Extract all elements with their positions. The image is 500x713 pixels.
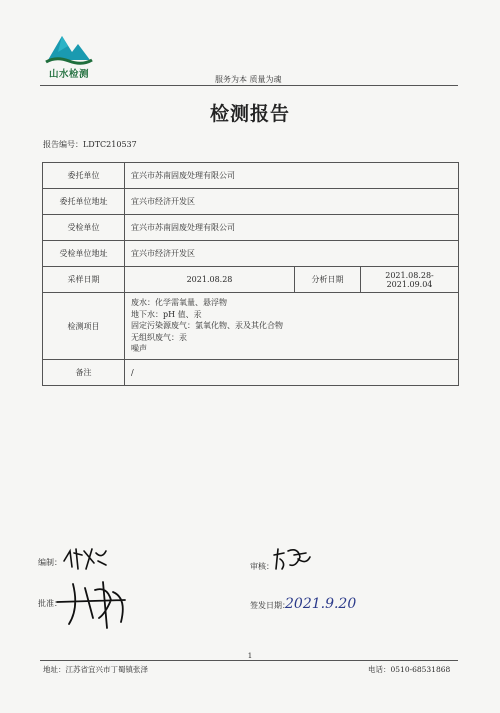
footer-address: 地址：江苏省宜兴市丁蜀镇张泽 — [43, 665, 148, 674]
client-label: 委托单位 — [43, 163, 125, 189]
test-item: 废水：化学需氧量、悬浮物 — [131, 298, 227, 308]
inspected-address-label: 受检单位地址 — [43, 241, 125, 267]
table-row — [43, 360, 459, 386]
mountain-water-icon — [42, 30, 96, 66]
footer-divider — [40, 660, 458, 661]
test-item: 无组织废气：汞 — [131, 332, 187, 342]
approver-signature — [55, 578, 135, 634]
table-row — [43, 267, 459, 293]
approver-label: 批准： — [38, 599, 62, 608]
test-item: 噪声 — [131, 344, 147, 354]
inspected-value: 宜兴市苏南固废处理有限公司 — [125, 215, 459, 241]
header-divider — [40, 85, 458, 86]
table-row — [43, 293, 459, 360]
report-number: 报告编号：LDTC210537 — [43, 140, 137, 149]
sampling-date-value: 2021.08.28 — [125, 267, 295, 293]
page-number: 1 — [247, 652, 253, 660]
test-item: 地下水：pH 值、汞 — [131, 309, 202, 319]
client-address-label: 委托单位地址 — [43, 189, 125, 215]
issue-date-label: 签发日期： — [250, 601, 290, 610]
table-row — [43, 189, 459, 215]
remarks-value: / — [125, 360, 459, 386]
client-value: 宜兴市苏南固废处理有限公司 — [125, 163, 459, 189]
reviewer-signature — [270, 543, 314, 577]
test-items-cell — [125, 293, 459, 360]
report-info-table — [42, 162, 459, 386]
header-slogan: 服务为本 质量为魂 — [215, 75, 282, 84]
page-title: 检测报告 — [209, 103, 290, 125]
analysis-date-value: 2021.08.28-2021.09.04 — [361, 267, 459, 293]
table-row — [43, 215, 459, 241]
table-row — [43, 241, 459, 267]
client-address-value: 宜兴市经济开发区 — [125, 189, 459, 215]
sampling-date-label: 采样日期 — [43, 267, 125, 293]
logo-text: 山水检测 — [48, 69, 89, 80]
reviewer-label: 审核： — [250, 562, 274, 571]
test-item: 固定污染源废气：氯氧化物、汞及其化合物 — [131, 321, 283, 331]
editor-label: 编制： — [38, 558, 62, 567]
table-row — [43, 163, 459, 189]
issue-date-text: 2021.9.20 — [285, 596, 357, 612]
footer-phone: 电话：0510-68531868 — [368, 665, 451, 674]
issue-date-handwritten — [283, 588, 373, 618]
remarks-label: 备注 — [43, 360, 125, 386]
inspected-address-value: 宜兴市经济开发区 — [125, 241, 459, 267]
editor-signature — [60, 543, 110, 575]
test-items-label: 检测项目 — [43, 293, 125, 360]
analysis-date-label: 分析日期 — [295, 267, 361, 293]
inspected-label: 受检单位 — [43, 215, 125, 241]
